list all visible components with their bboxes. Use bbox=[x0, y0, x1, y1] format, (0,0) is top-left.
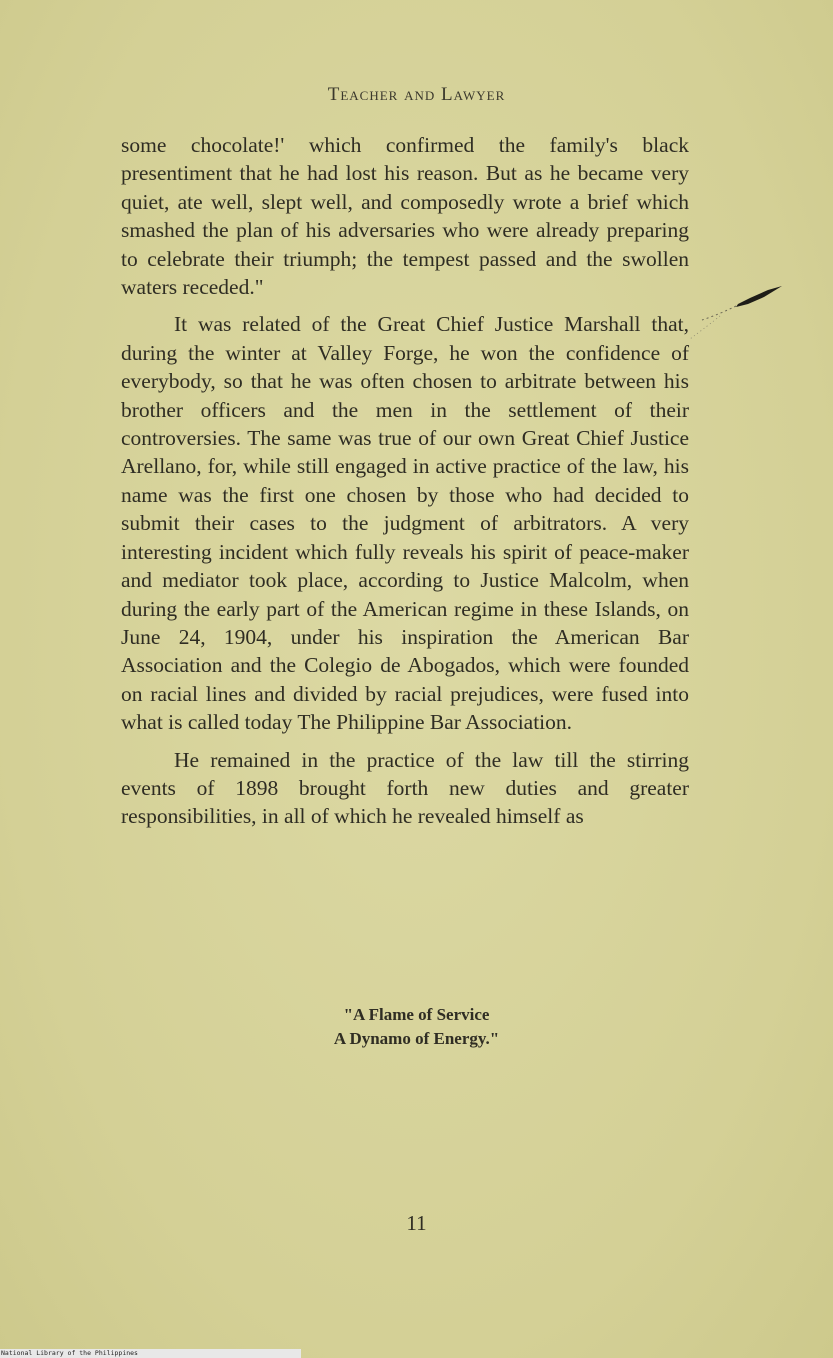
page-number: 11 bbox=[406, 1211, 427, 1235]
paragraph-2: It was related of the Great Chief Justice Marshall that, during the winter at Valley Forge, he won the confidence of everybody, so that he was often chosen to arbitrate between his brother officers and the men in the settlement of their controversies. The same was true of our own Great Chief Justice Arellano, for, while still engaged in active practice of the law, his name was the first one chosen by those who had decided to submit their cases to the judgment of arbitrators. A very interesting incident which fully reveals his spirit of peace-maker and mediator took place, according to Justice Malcolm, when during the early part of the American regime in these Islands, on June 24, 1904, under his inspiration the American Bar Association and the Colegio de Abogados, which were founded on racial lines and divided by racial prejudices, were fused into what is called today The Philippine Bar Association. bbox=[121, 312, 689, 735]
quoted-verse bbox=[0, 1003, 833, 1051]
body-text bbox=[121, 131, 689, 840]
ink-mark-icon bbox=[690, 280, 790, 340]
verse-line-1: "A Flame of Service bbox=[343, 1005, 490, 1024]
running-header: Teacher and Lawyer bbox=[327, 84, 506, 105]
library-credit: National Library of the Philippines bbox=[0, 1349, 301, 1358]
verse-line-2: A Dynamo of Energy." bbox=[333, 1029, 500, 1048]
paragraph-1: some chocolate!' which confirmed the family's black presentiment that he had lost his reason. But as he became very quiet, ate well, slept well, and composedly wrote a brief which smashed the plan of his adversaries who were already preparing to celebrate their triumph; the tempest passed and the swollen waters receded." bbox=[121, 133, 689, 300]
paragraph-3: He remained in the practice of the law till the stirring events of 1898 brought forth new duties and greater responsibilities, in all of which he revealed himself as bbox=[121, 747, 689, 829]
